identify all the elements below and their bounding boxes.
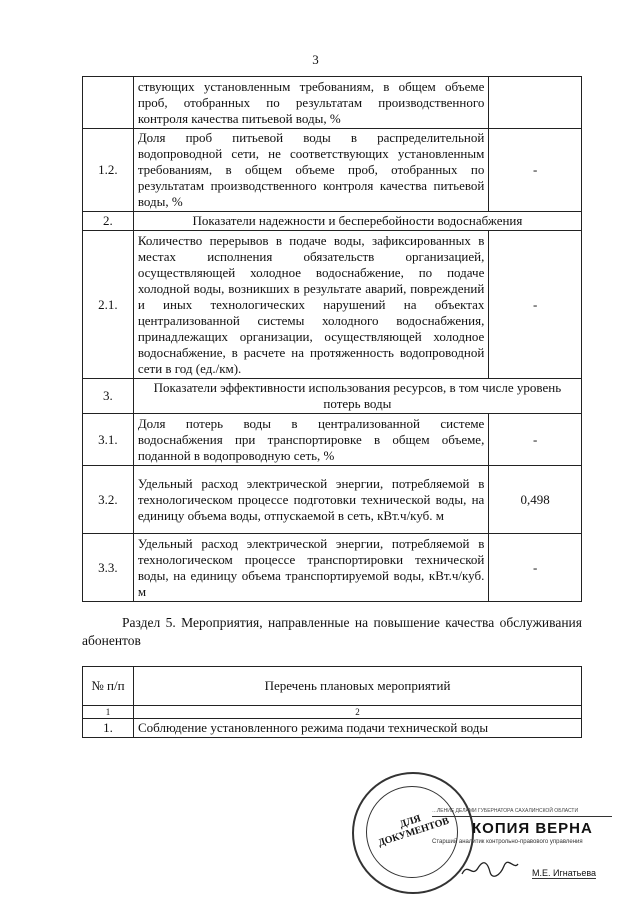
page-number: 3 <box>312 52 319 67</box>
certification-position: Старший аналитик контрольно-правового управления <box>432 839 583 845</box>
row-text: Соблюдение установленного режима подачи технической воды <box>134 719 582 738</box>
seal-text: ДЛЯ ДОКУМЕНТОВ <box>376 813 451 849</box>
table-row <box>83 77 582 129</box>
row-value: 0,498 <box>489 466 582 534</box>
row-number: 1.2. <box>83 129 134 212</box>
row-value: - <box>489 231 582 379</box>
table-row <box>83 466 582 534</box>
signature-icon <box>460 858 520 880</box>
table-row <box>83 534 582 602</box>
row-value: - <box>489 534 582 602</box>
certification-stamp <box>432 808 612 884</box>
table-row <box>83 129 582 212</box>
table-header-row <box>83 667 582 706</box>
indicators-table <box>82 76 582 602</box>
column-header-measures: Перечень плановых мероприятий <box>134 667 582 706</box>
row-text: Удельный расход электрической энергии, потребляемой в технологическом процессе транспортировки технической воды, на единицу объема транспортируемой воды, кВт.ч/куб. м <box>133 534 489 602</box>
section-heading: Показатели эффективности использования ресурсов, в том числе уровень потерь воды <box>133 379 581 414</box>
table-index-row <box>83 706 582 719</box>
row-value: - <box>489 129 582 212</box>
row-text: Удельный расход электрической энергии, потребляемой в технологическом процессе подготовки технической воды, на единицу объема воды, отпускаемой в сеть, кВт.ч/куб. м <box>133 466 489 534</box>
row-number <box>83 77 134 129</box>
row-text: Доля потерь воды в централизованной системе водоснабжения при транспортировке в общем объеме, поданной в водопроводную сеть, % <box>133 414 489 466</box>
row-number: 3. <box>83 379 134 414</box>
row-number: 3.2. <box>83 466 134 534</box>
column-header-number: № п/п <box>83 667 134 706</box>
column-index: 2 <box>134 706 582 719</box>
column-index: 1 <box>83 706 134 719</box>
certification-title: КОПИЯ ВЕРНА <box>472 820 593 837</box>
table-row <box>83 231 582 379</box>
row-value: - <box>489 414 582 466</box>
row-number: 3.3. <box>83 534 134 602</box>
table-section-row <box>83 212 582 231</box>
table-section-row <box>83 379 582 414</box>
table-row <box>83 414 582 466</box>
row-text: Доля проб питьевой воды в распределительной водопроводной сети, не соответствующих установленным требованиям, в общем объеме проб, отобранных по результатам производственного контроля качества питьевой воды, % <box>133 129 489 212</box>
row-number: 1. <box>83 719 134 738</box>
row-text: ствующих установленным требованиям, в общем объеме проб, отобранных по результатам производственного контроля качества питьевой воды, % <box>133 77 489 129</box>
row-number: 2.1. <box>83 231 134 379</box>
row-number: 2. <box>83 212 134 231</box>
table-row <box>83 719 582 738</box>
row-value <box>489 77 582 129</box>
section-heading: Показатели надежности и бесперебойности водоснабжения <box>133 212 581 231</box>
section-5-title: Раздел 5. Мероприятия, направленные на повышение качества обслуживания абонентов <box>82 615 582 648</box>
row-text: Количество перерывов в подаче воды, зафиксированных в местах исполнения обязательств организацией, осуществляющей холодное водоснабжение, по подаче холодной воды, возникших в результате аварий, повреждений и иных технологических нарушений на объектах централизованной системы холодного водоснабжения, принадлежащих организации, осуществляющей холодное водоснабжение, в расчете на протяженность водопроводной сети в год (ед./км). <box>133 231 489 379</box>
certification-org: …ЛЕНИЕ ДЕЛАМИ ГУБЕРНАТОРА САХАЛИНСКОЙ ОБЛАСТИ <box>432 808 612 817</box>
certification-name: М.Е. Игнатьева <box>532 868 597 878</box>
measures-table <box>82 666 582 738</box>
row-number: 3.1. <box>83 414 134 466</box>
